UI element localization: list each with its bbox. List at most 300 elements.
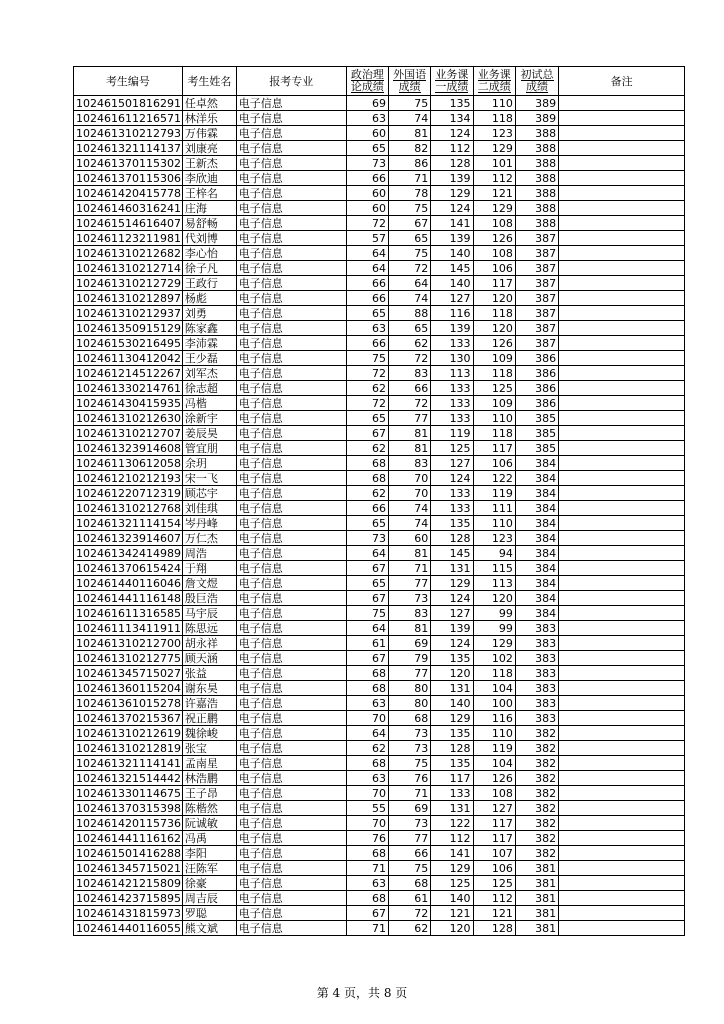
cell-name: 刘军杰 — [182, 366, 236, 381]
cell-subject-one: 130 — [431, 351, 473, 366]
cell-name: 胡永祥 — [182, 636, 236, 651]
cell-total: 383 — [515, 636, 558, 651]
cell-name: 李心怡 — [182, 246, 236, 261]
cell-remarks — [559, 846, 685, 861]
cell-politics: 65 — [346, 141, 388, 156]
cell-politics: 61 — [346, 636, 388, 651]
cell-subject-two: 123 — [473, 531, 515, 546]
header-total — [515, 67, 558, 96]
cell-foreign-language: 71 — [389, 786, 431, 801]
header-line: 业务课 — [477, 68, 511, 81]
table-row — [74, 276, 685, 291]
cell-major: 电子信息 — [236, 366, 346, 381]
table-body — [74, 96, 685, 936]
cell-exam-id: 102461113411911 — [74, 621, 183, 636]
cell-name: 周吉辰 — [182, 891, 236, 906]
table-row — [74, 246, 685, 261]
cell-major: 电子信息 — [236, 426, 346, 441]
cell-name: 杨彪 — [182, 291, 236, 306]
cell-subject-one: 131 — [431, 801, 473, 816]
cell-subject-one: 131 — [431, 681, 473, 696]
table-row — [74, 441, 685, 456]
cell-name: 王梓名 — [182, 186, 236, 201]
cell-total: 383 — [515, 651, 558, 666]
cell-name: 魏徐峻 — [182, 726, 236, 741]
cell-exam-id: 102461431815973 — [74, 906, 183, 921]
cell-foreign-language: 77 — [389, 666, 431, 681]
cell-remarks — [559, 576, 685, 591]
table-row — [74, 921, 685, 936]
cell-remarks — [559, 186, 685, 201]
cell-subject-one: 124 — [431, 126, 473, 141]
cell-subject-two: 110 — [473, 726, 515, 741]
cell-foreign-language: 78 — [389, 186, 431, 201]
cell-politics: 68 — [346, 471, 388, 486]
cell-subject-one: 133 — [431, 336, 473, 351]
cell-exam-id: 102461321114154 — [74, 516, 183, 531]
table-row — [74, 801, 685, 816]
cell-exam-id: 102461310212937 — [74, 306, 183, 321]
cell-total: 384 — [515, 501, 558, 516]
cell-total: 386 — [515, 366, 558, 381]
cell-subject-one: 140 — [431, 696, 473, 711]
cell-name: 代刘博 — [182, 231, 236, 246]
cell-major: 电子信息 — [236, 96, 346, 111]
table-row — [74, 156, 685, 171]
cell-exam-id: 102461310212729 — [74, 276, 183, 291]
cell-major: 电子信息 — [236, 486, 346, 501]
cell-name: 李欣迪 — [182, 171, 236, 186]
table-row — [74, 141, 685, 156]
cell-major: 电子信息 — [236, 906, 346, 921]
cell-remarks — [559, 201, 685, 216]
table-row — [74, 696, 685, 711]
cell-politics: 65 — [346, 576, 388, 591]
cell-name: 阮诚敏 — [182, 816, 236, 831]
cell-total: 387 — [515, 276, 558, 291]
cell-subject-one: 125 — [431, 441, 473, 456]
table-row — [74, 261, 685, 276]
header-remarks — [559, 67, 685, 96]
cell-major: 电子信息 — [236, 786, 346, 801]
cell-subject-two: 121 — [473, 906, 515, 921]
cell-major: 电子信息 — [236, 411, 346, 426]
cell-politics: 72 — [346, 396, 388, 411]
cell-foreign-language: 67 — [389, 216, 431, 231]
cell-foreign-language: 82 — [389, 141, 431, 156]
cell-exam-id: 102461310212630 — [74, 411, 183, 426]
cell-subject-one: 133 — [431, 786, 473, 801]
cell-remarks — [559, 351, 685, 366]
table-row — [74, 486, 685, 501]
cell-major: 电子信息 — [236, 576, 346, 591]
cell-remarks — [559, 606, 685, 621]
cell-name: 于翔 — [182, 561, 236, 576]
cell-major: 电子信息 — [236, 276, 346, 291]
cell-subject-two: 110 — [473, 516, 515, 531]
cell-total: 382 — [515, 831, 558, 846]
cell-subject-two: 99 — [473, 621, 515, 636]
cell-politics: 68 — [346, 666, 388, 681]
header-line: 业务课 — [435, 68, 469, 81]
cell-subject-two: 101 — [473, 156, 515, 171]
cell-major: 电子信息 — [236, 171, 346, 186]
cell-name: 罗聪 — [182, 906, 236, 921]
table-header — [74, 67, 685, 96]
cell-remarks — [559, 876, 685, 891]
cell-name: 万伟霖 — [182, 126, 236, 141]
cell-major: 电子信息 — [236, 651, 346, 666]
header-line: 一成绩 — [435, 80, 469, 93]
cell-major: 电子信息 — [236, 546, 346, 561]
table-row — [74, 471, 685, 486]
cell-total: 384 — [515, 561, 558, 576]
cell-major: 电子信息 — [236, 351, 346, 366]
cell-foreign-language: 75 — [389, 246, 431, 261]
cell-name: 王子昂 — [182, 786, 236, 801]
cell-subject-one: 140 — [431, 246, 473, 261]
cell-major: 电子信息 — [236, 126, 346, 141]
cell-major: 电子信息 — [236, 876, 346, 891]
cell-total: 387 — [515, 261, 558, 276]
cell-foreign-language: 75 — [389, 756, 431, 771]
cell-exam-id: 102461330214761 — [74, 381, 183, 396]
cell-exam-id: 102461423715895 — [74, 891, 183, 906]
cell-subject-one: 128 — [431, 156, 473, 171]
cell-politics: 62 — [346, 741, 388, 756]
cell-subject-one: 124 — [431, 471, 473, 486]
cell-exam-id: 102461501816291 — [74, 96, 183, 111]
table-row — [74, 426, 685, 441]
cell-subject-two: 119 — [473, 486, 515, 501]
cell-subject-two: 129 — [473, 141, 515, 156]
cell-remarks — [559, 891, 685, 906]
cell-remarks — [559, 171, 685, 186]
cell-total: 383 — [515, 711, 558, 726]
cell-remarks — [559, 771, 685, 786]
header-name — [182, 67, 236, 96]
cell-exam-id: 102461310212700 — [74, 636, 183, 651]
cell-subject-one: 133 — [431, 396, 473, 411]
table-row — [74, 636, 685, 651]
cell-major: 电子信息 — [236, 606, 346, 621]
cell-subject-two: 118 — [473, 666, 515, 681]
cell-foreign-language: 73 — [389, 726, 431, 741]
cell-remarks — [559, 456, 685, 471]
cell-foreign-language: 83 — [389, 456, 431, 471]
table-row — [74, 831, 685, 846]
cell-remarks — [559, 861, 685, 876]
cell-foreign-language: 76 — [389, 771, 431, 786]
cell-exam-id: 102461310212768 — [74, 501, 183, 516]
cell-foreign-language: 81 — [389, 426, 431, 441]
cell-subject-one: 140 — [431, 891, 473, 906]
cell-total: 382 — [515, 846, 558, 861]
cell-subject-one: 112 — [431, 831, 473, 846]
cell-foreign-language: 66 — [389, 381, 431, 396]
header-line: 成绩 — [526, 80, 548, 93]
table-row — [74, 381, 685, 396]
cell-subject-one: 120 — [431, 666, 473, 681]
cell-total: 384 — [515, 591, 558, 606]
table-row — [74, 891, 685, 906]
cell-subject-one: 141 — [431, 216, 473, 231]
cell-major: 电子信息 — [236, 681, 346, 696]
cell-remarks — [559, 396, 685, 411]
cell-total: 382 — [515, 771, 558, 786]
cell-exam-id: 102461321114137 — [74, 141, 183, 156]
cell-major: 电子信息 — [236, 336, 346, 351]
cell-subject-two: 120 — [473, 591, 515, 606]
cell-total: 384 — [515, 576, 558, 591]
cell-foreign-language: 81 — [389, 126, 431, 141]
cell-major: 电子信息 — [236, 801, 346, 816]
cell-exam-id: 102461441116162 — [74, 831, 183, 846]
cell-politics: 64 — [346, 546, 388, 561]
cell-major: 电子信息 — [236, 381, 346, 396]
cell-major: 电子信息 — [236, 261, 346, 276]
cell-subject-two: 126 — [473, 336, 515, 351]
cell-name: 冯禹 — [182, 831, 236, 846]
table-row — [74, 861, 685, 876]
cell-exam-id: 102461530216495 — [74, 336, 183, 351]
cell-subject-two: 94 — [473, 546, 515, 561]
cell-subject-one: 127 — [431, 456, 473, 471]
cell-subject-two: 120 — [473, 321, 515, 336]
cell-remarks — [559, 381, 685, 396]
cell-subject-two: 107 — [473, 846, 515, 861]
cell-total: 388 — [515, 126, 558, 141]
cell-exam-id: 102461214512267 — [74, 366, 183, 381]
cell-major: 电子信息 — [236, 291, 346, 306]
cell-remarks — [559, 516, 685, 531]
cell-total: 388 — [515, 216, 558, 231]
cell-exam-id: 102461370215367 — [74, 711, 183, 726]
cell-subject-two: 115 — [473, 561, 515, 576]
cell-name: 刘佳琪 — [182, 501, 236, 516]
cell-name: 顾芯宇 — [182, 486, 236, 501]
cell-name: 姜辰昊 — [182, 426, 236, 441]
cell-subject-two: 99 — [473, 606, 515, 621]
header-politics — [346, 67, 388, 96]
cell-remarks — [559, 441, 685, 456]
cell-remarks — [559, 486, 685, 501]
cell-remarks — [559, 141, 685, 156]
cell-remarks — [559, 921, 685, 936]
cell-politics: 67 — [346, 906, 388, 921]
cell-subject-two: 128 — [473, 921, 515, 936]
cell-foreign-language: 68 — [389, 711, 431, 726]
cell-subject-two: 112 — [473, 891, 515, 906]
cell-remarks — [559, 666, 685, 681]
cell-subject-two: 126 — [473, 231, 515, 246]
grade-table — [73, 66, 685, 936]
cell-major: 电子信息 — [236, 456, 346, 471]
cell-politics: 67 — [346, 426, 388, 441]
cell-politics: 60 — [346, 126, 388, 141]
cell-politics: 72 — [346, 366, 388, 381]
table-row — [74, 336, 685, 351]
cell-foreign-language: 80 — [389, 681, 431, 696]
cell-subject-one: 141 — [431, 846, 473, 861]
cell-exam-id: 102461323914608 — [74, 441, 183, 456]
cell-foreign-language: 72 — [389, 906, 431, 921]
cell-name: 管宜朋 — [182, 441, 236, 456]
header-line: 备注 — [610, 74, 633, 88]
cell-subject-two: 122 — [473, 471, 515, 486]
cell-subject-one: 134 — [431, 111, 473, 126]
cell-subject-one: 129 — [431, 576, 473, 591]
cell-remarks — [559, 786, 685, 801]
cell-foreign-language: 86 — [389, 156, 431, 171]
cell-remarks — [559, 336, 685, 351]
cell-politics: 75 — [346, 606, 388, 621]
cell-exam-id: 102461130612058 — [74, 456, 183, 471]
table-row — [74, 351, 685, 366]
cell-foreign-language: 73 — [389, 741, 431, 756]
cell-name: 马宇辰 — [182, 606, 236, 621]
cell-total: 382 — [515, 726, 558, 741]
cell-subject-two: 117 — [473, 441, 515, 456]
cell-politics: 62 — [346, 381, 388, 396]
cell-total: 383 — [515, 696, 558, 711]
cell-remarks — [559, 156, 685, 171]
cell-name: 李阳 — [182, 846, 236, 861]
cell-foreign-language: 68 — [389, 876, 431, 891]
cell-politics: 66 — [346, 276, 388, 291]
table-row — [74, 456, 685, 471]
cell-exam-id: 102461330114675 — [74, 786, 183, 801]
cell-politics: 75 — [346, 351, 388, 366]
cell-foreign-language: 73 — [389, 591, 431, 606]
cell-subject-one: 113 — [431, 366, 473, 381]
cell-total: 381 — [515, 861, 558, 876]
cell-subject-one: 124 — [431, 636, 473, 651]
cell-politics: 68 — [346, 456, 388, 471]
header-line: 成绩 — [398, 80, 421, 93]
header-line: 论成绩 — [350, 80, 384, 93]
cell-remarks — [559, 426, 685, 441]
cell-foreign-language: 74 — [389, 111, 431, 126]
cell-exam-id: 102461361015278 — [74, 696, 183, 711]
cell-total: 389 — [515, 96, 558, 111]
cell-major: 电子信息 — [236, 561, 346, 576]
cell-total: 385 — [515, 426, 558, 441]
cell-foreign-language: 72 — [389, 261, 431, 276]
cell-subject-two: 125 — [473, 876, 515, 891]
cell-total: 383 — [515, 621, 558, 636]
cell-remarks — [559, 261, 685, 276]
cell-name: 冯楷 — [182, 396, 236, 411]
cell-politics: 70 — [346, 711, 388, 726]
cell-subject-one: 129 — [431, 186, 473, 201]
cell-major: 电子信息 — [236, 156, 346, 171]
header-foreign-language — [389, 67, 431, 96]
cell-politics: 68 — [346, 846, 388, 861]
cell-subject-two: 129 — [473, 201, 515, 216]
cell-politics: 66 — [346, 171, 388, 186]
table-row — [74, 681, 685, 696]
cell-name: 陈思远 — [182, 621, 236, 636]
cell-major: 电子信息 — [236, 591, 346, 606]
cell-politics: 60 — [346, 201, 388, 216]
cell-name: 刘康亮 — [182, 141, 236, 156]
cell-major: 电子信息 — [236, 516, 346, 531]
cell-subject-one: 117 — [431, 771, 473, 786]
cell-subject-one: 124 — [431, 591, 473, 606]
table-row — [74, 561, 685, 576]
cell-subject-two: 106 — [473, 861, 515, 876]
cell-politics: 68 — [346, 891, 388, 906]
cell-subject-one: 135 — [431, 96, 473, 111]
cell-major: 电子信息 — [236, 636, 346, 651]
cell-subject-two: 123 — [473, 126, 515, 141]
cell-politics: 64 — [346, 726, 388, 741]
cell-total: 384 — [515, 456, 558, 471]
cell-remarks — [559, 756, 685, 771]
table-row — [74, 576, 685, 591]
cell-subject-two: 116 — [473, 711, 515, 726]
cell-foreign-language: 77 — [389, 411, 431, 426]
cell-total: 383 — [515, 666, 558, 681]
cell-name: 殷巨浩 — [182, 591, 236, 606]
cell-name: 万仁杰 — [182, 531, 236, 546]
table-row — [74, 726, 685, 741]
cell-politics: 67 — [346, 651, 388, 666]
cell-total: 385 — [515, 441, 558, 456]
cell-politics: 69 — [346, 96, 388, 111]
cell-major: 电子信息 — [236, 696, 346, 711]
cell-subject-two: 119 — [473, 741, 515, 756]
table-row — [74, 231, 685, 246]
cell-politics: 62 — [346, 486, 388, 501]
cell-subject-two: 129 — [473, 636, 515, 651]
cell-foreign-language: 80 — [389, 696, 431, 711]
cell-exam-id: 102461321514442 — [74, 771, 183, 786]
header-line: 报考专业 — [269, 74, 314, 88]
cell-subject-one: 128 — [431, 741, 473, 756]
cell-exam-id: 102461611216571 — [74, 111, 183, 126]
table-row — [74, 876, 685, 891]
table-row — [74, 366, 685, 381]
table-row — [74, 291, 685, 306]
header-line: 政治理 — [350, 68, 384, 81]
cell-subject-two: 117 — [473, 816, 515, 831]
cell-subject-one: 131 — [431, 561, 473, 576]
cell-remarks — [559, 231, 685, 246]
cell-exam-id: 102461430415935 — [74, 396, 183, 411]
cell-subject-two: 117 — [473, 276, 515, 291]
cell-major: 电子信息 — [236, 396, 346, 411]
cell-foreign-language: 64 — [389, 276, 431, 291]
cell-subject-two: 109 — [473, 351, 515, 366]
cell-total: 381 — [515, 906, 558, 921]
cell-total: 382 — [515, 801, 558, 816]
cell-politics: 71 — [346, 921, 388, 936]
cell-name: 林浩鹏 — [182, 771, 236, 786]
table-row — [74, 96, 685, 111]
table-row — [74, 771, 685, 786]
cell-subject-two: 109 — [473, 396, 515, 411]
cell-subject-one: 124 — [431, 201, 473, 216]
cell-subject-one: 129 — [431, 711, 473, 726]
cell-name: 林洋乐 — [182, 111, 236, 126]
cell-total: 387 — [515, 291, 558, 306]
cell-exam-id: 102461370315398 — [74, 801, 183, 816]
cell-total: 382 — [515, 816, 558, 831]
cell-total: 384 — [515, 546, 558, 561]
cell-foreign-language: 81 — [389, 621, 431, 636]
